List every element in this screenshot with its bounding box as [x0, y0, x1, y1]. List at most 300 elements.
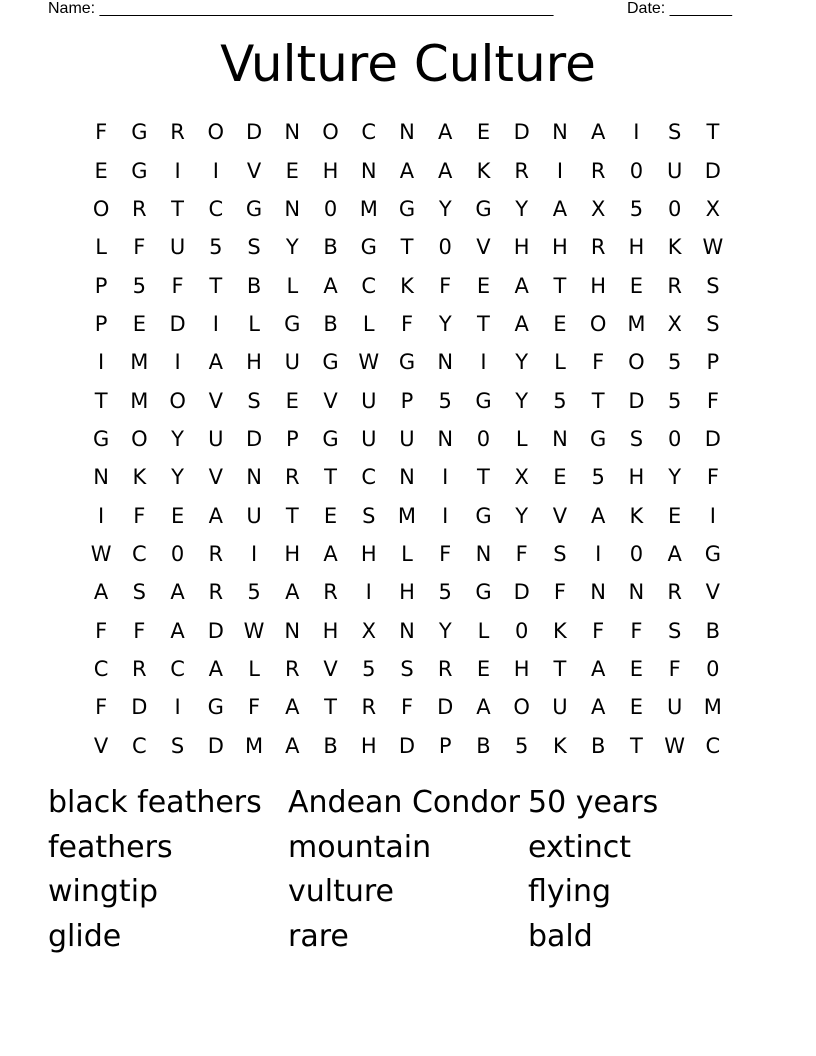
grid-letter: C: [361, 120, 377, 145]
grid-letter: O: [513, 695, 530, 720]
grid-letter: N: [628, 580, 645, 605]
grid-letter: 5: [438, 388, 452, 413]
grid-letter: T: [94, 388, 108, 413]
grid-row: [82, 151, 732, 189]
word-bank-item: wingtip: [48, 874, 159, 910]
grid-letter: V: [208, 465, 223, 490]
grid-letter: F: [592, 618, 605, 643]
grid-letter: D: [398, 733, 416, 758]
grid-letter: A: [208, 350, 223, 375]
grid-letter: U: [666, 695, 683, 720]
grid-letter: A: [590, 695, 606, 720]
grid-letter: 5: [591, 465, 605, 490]
grid-letter: T: [591, 388, 605, 413]
grid-letter: E: [629, 273, 644, 298]
grid-letter: F: [668, 656, 681, 681]
grid-letter: W: [90, 541, 112, 566]
grid-letter: A: [514, 311, 529, 336]
grid-letter: E: [553, 465, 567, 490]
grid-letter: T: [209, 273, 223, 298]
grid-letter: Y: [515, 503, 529, 528]
grid-letter: F: [95, 120, 108, 145]
grid-letter: T: [553, 273, 567, 298]
grid-letter: P: [94, 311, 108, 336]
date-field-label: Date: _______: [627, 0, 732, 17]
grid-letter: H: [246, 350, 262, 375]
grid-letter: N: [399, 465, 415, 490]
grid-letter: V: [552, 503, 568, 528]
grid-letter: Y: [515, 350, 529, 375]
grid-letter: A: [590, 120, 606, 145]
grid-letter: A: [93, 580, 109, 605]
grid-letter: H: [628, 235, 645, 260]
grid-letter: 5: [629, 196, 644, 221]
grid-letter: D: [207, 733, 224, 758]
grid-letter: R: [514, 158, 529, 183]
grid-row: [82, 611, 732, 649]
grid-letter: V: [705, 580, 721, 605]
grid-letter: N: [246, 465, 262, 490]
grid-letter: I: [633, 120, 640, 145]
grid-letter: N: [93, 465, 109, 490]
grid-letter: 0: [667, 426, 682, 451]
grid-letter: S: [667, 618, 682, 643]
grid-letter: L: [515, 426, 528, 451]
grid-letter: S: [400, 656, 414, 681]
grid-letter: P: [438, 733, 452, 758]
grid-letter: K: [476, 158, 491, 183]
grid-letter: 0: [629, 541, 644, 566]
grid-letter: V: [323, 388, 338, 413]
grid-letter: S: [362, 503, 376, 528]
grid-letter: N: [552, 120, 568, 145]
grid-letter: G: [590, 426, 607, 451]
grid-letter: F: [400, 311, 414, 336]
grid-letter: R: [667, 273, 682, 298]
grid-letter: 5: [515, 733, 529, 758]
grid-letter: U: [399, 426, 415, 451]
grid-letter: R: [361, 695, 377, 720]
grid-letter: M: [244, 733, 264, 758]
grid-letter: C: [705, 733, 721, 758]
word-bank-item: bald: [528, 918, 593, 954]
grid-letter: W: [358, 350, 380, 375]
grid-letter: I: [442, 503, 449, 528]
grid-letter: G: [475, 196, 492, 221]
grid-letter: Y: [171, 426, 184, 451]
grid-row: [82, 650, 732, 688]
grid-letter: 0: [170, 541, 185, 566]
grid-letter: A: [285, 580, 300, 605]
word-bank-item: 50 years: [528, 784, 659, 820]
grid-letter: R: [132, 656, 147, 681]
grid-letter: D: [245, 426, 263, 451]
page-title: Vulture Culture: [220, 35, 596, 93]
grid-letter: B: [476, 733, 491, 758]
grid-letter: B: [323, 311, 338, 336]
grid-letter: 0: [438, 235, 452, 260]
grid-row: [82, 228, 732, 266]
grid-letter: T: [171, 196, 184, 221]
grid-letter: M: [627, 311, 646, 336]
grid-letter: C: [208, 196, 224, 221]
grid-letter: N: [475, 541, 492, 566]
grid-letter: N: [552, 426, 568, 451]
grid-letter: N: [399, 618, 415, 643]
grid-row: [82, 113, 732, 151]
grid-letter: F: [95, 695, 108, 720]
grid-letter: A: [514, 273, 529, 298]
grid-letter: T: [400, 235, 414, 260]
word-bank-row: [48, 780, 768, 825]
grid-letter: U: [361, 388, 377, 413]
grid-letter: D: [704, 158, 721, 183]
grid-letter: F: [630, 618, 643, 643]
grid-letter: B: [590, 733, 606, 758]
grid-letter: I: [174, 158, 181, 183]
grid-letter: E: [476, 273, 491, 298]
grid-letter: K: [400, 273, 414, 298]
grid-letter: H: [284, 541, 301, 566]
grid-letter: T: [629, 733, 643, 758]
grid-letter: H: [399, 580, 415, 605]
grid-letter: D: [169, 311, 186, 336]
grid-letter: X: [590, 196, 606, 221]
grid-letter: Y: [438, 196, 452, 221]
grid-letter: G: [475, 503, 492, 528]
grid-letter: N: [284, 120, 301, 145]
grid-letter: G: [704, 541, 721, 566]
grid-letter: E: [476, 656, 491, 681]
grid-letter: G: [475, 580, 492, 605]
grid-letter: I: [556, 158, 564, 183]
grid-letter: K: [553, 618, 567, 643]
grid-letter: L: [554, 350, 566, 375]
grid-letter: K: [553, 733, 567, 758]
grid-letter: 5: [438, 580, 452, 605]
grid-letter: F: [400, 695, 414, 720]
grid-letter: M: [703, 695, 722, 720]
grid-letter: I: [174, 695, 181, 720]
grid-row: [82, 458, 732, 496]
grid-letter: H: [360, 541, 377, 566]
grid-letter: D: [513, 580, 530, 605]
grid-letter: U: [208, 426, 224, 451]
word-bank-item: glide: [48, 918, 122, 954]
grid-letter: R: [437, 656, 453, 681]
grid-letter: C: [361, 273, 377, 298]
grid-letter: G: [475, 388, 492, 413]
grid-letter: B: [246, 273, 262, 298]
word-bank-item: vulture: [288, 874, 395, 910]
grid-letter: S: [706, 273, 720, 298]
grid-letter: A: [399, 158, 415, 183]
grid-letter: G: [398, 196, 416, 221]
grid-letter: A: [208, 656, 223, 681]
grid-letter: O: [628, 350, 645, 375]
grid-letter: U: [552, 695, 568, 720]
grid-letter: N: [437, 350, 454, 375]
grid-letter: I: [365, 580, 372, 605]
grid-letter: N: [284, 618, 301, 643]
grid-letter: A: [170, 618, 185, 643]
grid-letter: E: [94, 158, 108, 183]
grid-letter: D: [207, 618, 224, 643]
grid-letter: T: [706, 120, 720, 145]
grid-letter: E: [285, 388, 299, 413]
grid-letter: 5: [667, 350, 682, 375]
grid-letter: E: [667, 503, 682, 528]
grid-letter: F: [706, 388, 719, 413]
grid-letter: T: [553, 656, 567, 681]
grid-letter: X: [705, 196, 721, 221]
grid-letter: A: [170, 580, 185, 605]
grid-letter: 0: [629, 158, 644, 183]
grid-row: [82, 420, 732, 458]
grid-letter: S: [247, 235, 261, 260]
grid-letter: O: [322, 120, 339, 145]
grid-letter: D: [513, 120, 530, 145]
grid-letter: R: [323, 580, 338, 605]
grid-letter: H: [628, 465, 645, 490]
grid-row: [82, 688, 732, 726]
grid-letter: G: [92, 426, 110, 451]
grid-letter: F: [133, 618, 146, 643]
grid-letter: W: [243, 618, 265, 643]
grid-letter: P: [400, 388, 414, 413]
grid-row: [82, 343, 732, 381]
name-date-header: [0, 0, 816, 20]
grid-letter: L: [248, 311, 260, 336]
grid-letter: E: [476, 120, 491, 145]
grid-letter: U: [666, 158, 683, 183]
grid-letter: 0: [515, 618, 529, 643]
grid-letter: M: [397, 503, 417, 528]
grid-letter: 5: [553, 388, 567, 413]
grid-letter: W: [664, 733, 686, 758]
grid-letter: F: [133, 235, 146, 260]
grid-letter: E: [629, 656, 644, 681]
grid-letter: E: [132, 311, 146, 336]
grid-letter: R: [284, 656, 300, 681]
grid-letter: S: [247, 388, 261, 413]
grid-letter: T: [324, 695, 337, 720]
grid-letter: I: [595, 541, 602, 566]
grid-row: [82, 266, 732, 304]
grid-letter: R: [208, 541, 224, 566]
grid-letter: B: [323, 235, 338, 260]
grid-letter: H: [513, 656, 530, 681]
grid-letter: C: [132, 733, 147, 758]
grid-letter: M: [359, 196, 378, 221]
grid-letter: X: [514, 465, 529, 490]
grid-letter: A: [438, 158, 453, 183]
word-bank-item: Andean Condor: [288, 784, 521, 820]
grid-letter: H: [322, 158, 339, 183]
grid-letter: H: [552, 235, 568, 260]
grid-letter: S: [132, 580, 147, 605]
grid-letter: R: [132, 196, 147, 221]
grid-letter: R: [284, 465, 300, 490]
grid-letter: G: [398, 350, 416, 375]
grid-letter: I: [98, 350, 105, 375]
grid-letter: C: [93, 656, 109, 681]
grid-letter: V: [476, 235, 491, 260]
grid-letter: K: [132, 465, 147, 490]
grid-letter: M: [130, 350, 149, 375]
grid-letter: 0: [476, 426, 491, 451]
grid-letter: D: [628, 388, 645, 413]
grid-letter: U: [361, 426, 377, 451]
word-bank-row: [48, 869, 768, 914]
grid-letter: D: [437, 695, 454, 720]
grid-row: [82, 727, 732, 765]
grid-letter: 0: [667, 196, 682, 221]
grid-letter: L: [248, 656, 260, 681]
grid-letter: X: [667, 311, 682, 336]
grid-letter: N: [284, 196, 301, 221]
grid-letter: 5: [667, 388, 682, 413]
grid-letter: F: [439, 273, 452, 298]
grid-letter: G: [360, 235, 377, 260]
grid-letter: G: [245, 196, 263, 221]
grid-letter: A: [323, 273, 338, 298]
grid-letter: R: [590, 235, 606, 260]
grid-letter: S: [553, 541, 567, 566]
word-bank-item: black feathers: [48, 784, 262, 820]
grid-letter: N: [360, 158, 377, 183]
grid-letter: E: [553, 311, 567, 336]
grid-letter: F: [248, 695, 261, 720]
word-bank-row: [48, 914, 768, 959]
grid-letter: S: [629, 426, 644, 451]
grid-row: [82, 535, 732, 573]
grid-letter: U: [246, 503, 262, 528]
name-field-label: Name: ___________________________________________________: [48, 0, 554, 17]
grid-letter: A: [590, 656, 606, 681]
grid-letter: E: [170, 503, 185, 528]
grid-letter: A: [552, 196, 568, 221]
grid-letter: S: [706, 311, 720, 336]
grid-letter: Y: [171, 465, 184, 490]
grid-letter: E: [285, 158, 299, 183]
grid-letter: L: [286, 273, 299, 298]
grid-letter: 0: [706, 656, 720, 681]
grid-letter: L: [477, 618, 490, 643]
grid-letter: T: [324, 465, 337, 490]
grid-letter: 0: [323, 196, 338, 221]
grid-letter: V: [323, 656, 338, 681]
grid-letter: H: [322, 618, 339, 643]
grid-letter: T: [285, 503, 299, 528]
grid-letter: I: [212, 158, 219, 183]
grid-letter: A: [323, 541, 338, 566]
grid-letter: P: [706, 350, 720, 375]
grid-letter: Y: [285, 235, 299, 260]
grid-letter: D: [245, 120, 263, 145]
grid-letter: O: [207, 120, 225, 145]
grid-letter: K: [629, 503, 644, 528]
grid-letter: H: [360, 733, 377, 758]
grid-letter: O: [131, 426, 148, 451]
word-bank-item: rare: [288, 918, 349, 954]
grid-letter: R: [667, 580, 682, 605]
grid-letter: E: [629, 695, 644, 720]
grid-letter: U: [169, 235, 186, 260]
grid-letter: F: [133, 503, 146, 528]
grid-row: [82, 305, 732, 343]
grid-letter: U: [284, 350, 300, 375]
grid-letter: 5: [209, 235, 223, 260]
grid-letter: Y: [515, 388, 529, 413]
grid-row: [82, 190, 732, 228]
grid-letter: L: [362, 311, 375, 336]
grid-letter: G: [322, 350, 339, 375]
grid-letter: I: [212, 311, 219, 336]
grid-letter: H: [590, 273, 607, 298]
grid-letter: P: [94, 273, 108, 298]
grid-letter: A: [667, 541, 682, 566]
grid-letter: F: [515, 541, 528, 566]
grid-letter: Y: [515, 196, 529, 221]
grid-letter: N: [437, 426, 454, 451]
grid-letter: G: [131, 158, 148, 183]
grid-letter: G: [131, 120, 148, 145]
grid-letter: S: [170, 733, 185, 758]
grid-letter: P: [285, 426, 299, 451]
grid-row: [82, 496, 732, 534]
grid-letter: 5: [362, 656, 376, 681]
grid-letter: Y: [438, 618, 452, 643]
grid-letter: O: [589, 311, 607, 336]
grid-letter: R: [590, 158, 606, 183]
grid-letter: E: [323, 503, 338, 528]
grid-letter: F: [95, 618, 108, 643]
grid-letter: R: [208, 580, 224, 605]
grid-letter: G: [284, 311, 301, 336]
word-bank-item: flying: [528, 874, 612, 910]
grid-letter: A: [476, 695, 491, 720]
grid-letter: A: [590, 503, 606, 528]
grid-letter: A: [438, 120, 453, 145]
grid-letter: S: [667, 120, 682, 145]
grid-letter: B: [705, 618, 721, 643]
grid-letter: V: [246, 158, 262, 183]
grid-letter: V: [208, 388, 223, 413]
grid-letter: F: [592, 350, 605, 375]
grid-letter: C: [170, 656, 185, 681]
grid-letter: O: [92, 196, 110, 221]
grid-letter: A: [285, 733, 300, 758]
grid-letter: I: [709, 503, 716, 528]
grid-letter: Y: [438, 311, 452, 336]
word-bank-item: feathers: [48, 829, 173, 865]
grid-letter: I: [250, 541, 258, 566]
grid-letter: D: [131, 695, 148, 720]
grid-letter: F: [439, 541, 452, 566]
word-search-grid: [82, 113, 732, 765]
grid-letter: N: [590, 580, 607, 605]
grid-letter: G: [322, 426, 339, 451]
grid-letter: 5: [132, 273, 147, 298]
grid-row: [82, 573, 732, 611]
grid-letter: 5: [247, 580, 261, 605]
grid-letter: F: [553, 580, 566, 605]
grid-letter: N: [399, 120, 415, 145]
grid-letter: G: [207, 695, 224, 720]
word-bank-item: mountain: [288, 829, 432, 865]
grid-letter: T: [477, 311, 490, 336]
